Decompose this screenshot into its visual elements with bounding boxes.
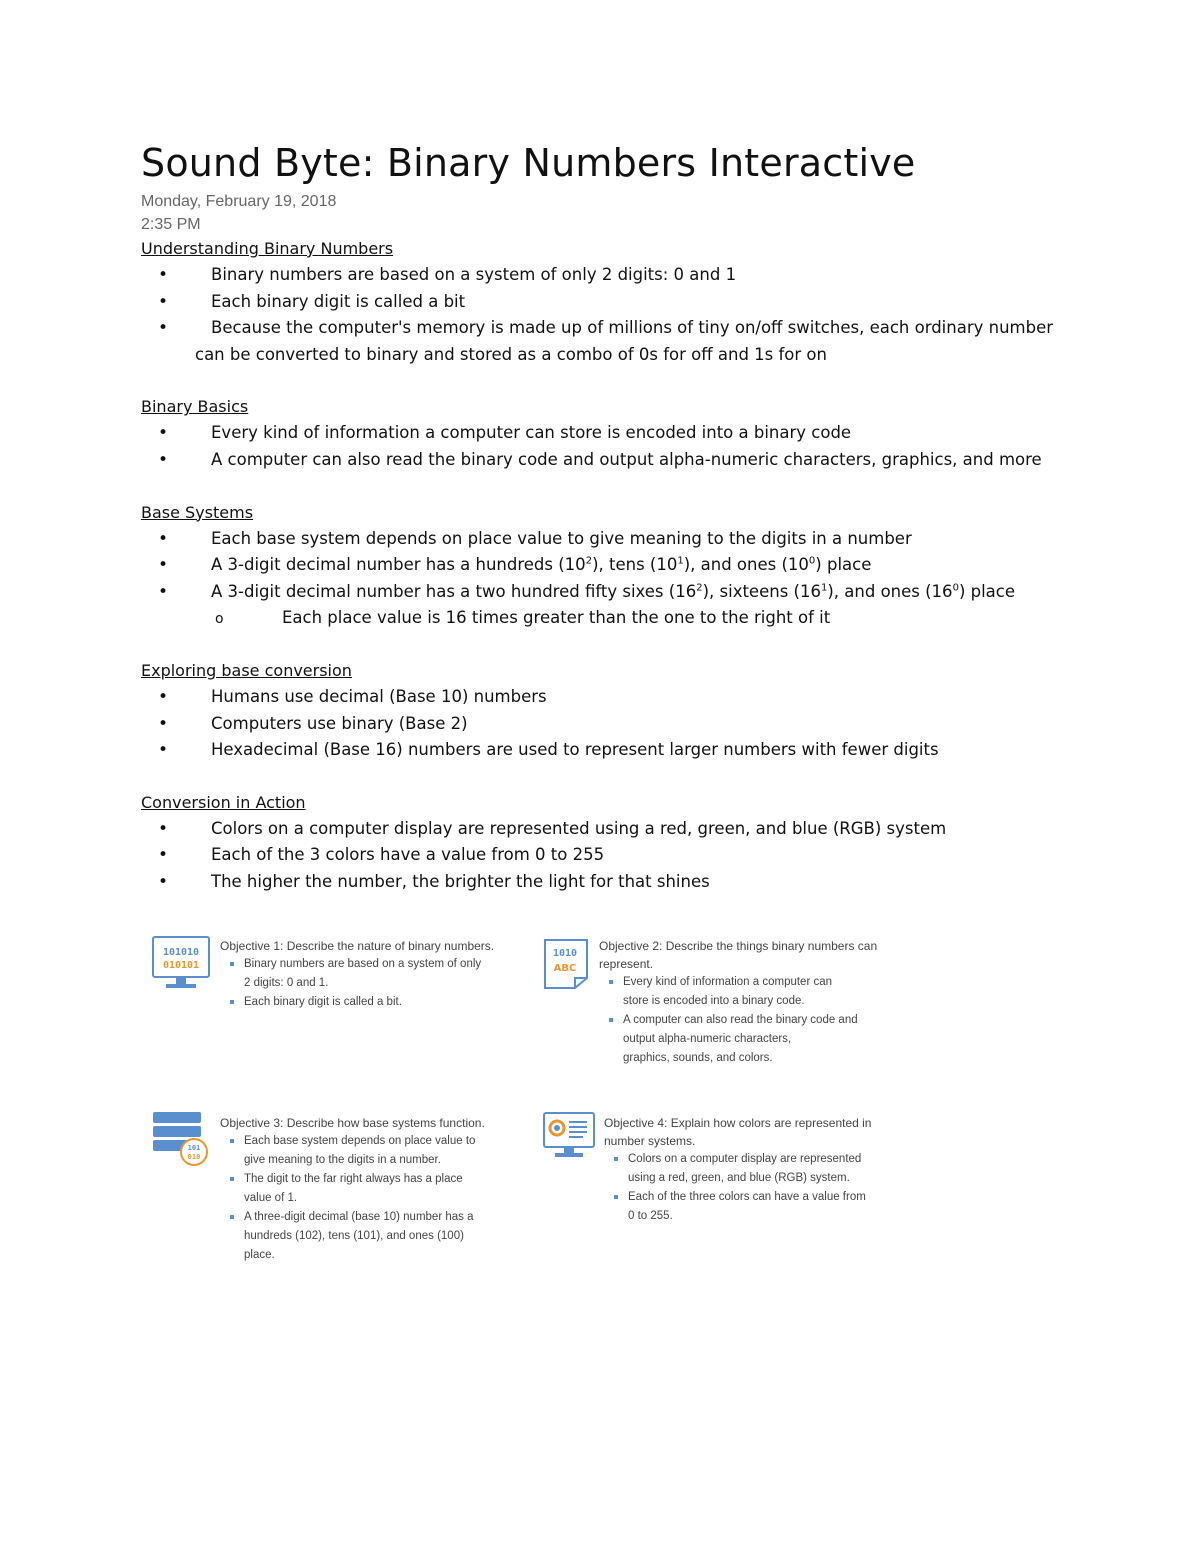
time-stamp: 2:35 PM (141, 216, 201, 233)
section-heading: Exploring base conversion (141, 660, 352, 680)
list-item: • Binary numbers are based on a system of only 2 digits: 0 and 1 (141, 262, 1071, 289)
objective-item: The digit to the far right always has a place value of 1. (220, 1170, 520, 1208)
objective-4 (604, 1114, 914, 1226)
list-item: • Humans use decimal (Base 10) numbers (141, 684, 1071, 711)
sub-bullet-list (141, 605, 1071, 632)
page-title: Sound Byte: Binary Numbers Interactive (141, 141, 916, 185)
section-heading: Base Systems (141, 502, 254, 522)
color-monitor-icon (543, 1112, 595, 1160)
section-conversion-in-action (141, 790, 1071, 896)
objective-heading: Objective 4: Explain how colors are represented in number systems. (604, 1116, 872, 1148)
bullet-list (141, 420, 1071, 473)
objective-item: Binary numbers are based on a system of only 2 digits: 0 and 1. (220, 955, 520, 993)
svg-text:ABC: ABC (553, 963, 577, 974)
list-item: • Each base system depends on place value to give meaning to the digits in a number (141, 526, 1071, 553)
svg-text:101: 101 (187, 1144, 201, 1152)
bullet-icon: • (158, 713, 169, 734)
date-stamp: Monday, February 19, 2018 (141, 193, 337, 210)
bullet-icon: • (158, 555, 169, 576)
section-base-systems (141, 500, 1071, 632)
bullet-list (141, 816, 1071, 896)
bullet-icon: • (158, 291, 169, 312)
objective-3 (220, 1114, 520, 1265)
server-stack-icon (152, 1110, 212, 1168)
list-item: • Colors on a computer display are represented using a red, green, and blue (RGB) system (141, 816, 1071, 843)
bullet-icon: • (158, 740, 169, 761)
svg-text:010: 010 (187, 1153, 201, 1161)
list-item: • Because the computer's memory is made up of millions of tiny on/off switches, each ordinary number can be converted to binary and stored as a combo of 0s for off and 1s for on (141, 315, 1071, 368)
document-page (141, 138, 1071, 896)
bullet-icon: • (158, 871, 169, 892)
section-exploring-base-conversion (141, 658, 1071, 764)
list-item: • A 3-digit decimal number has a two hundred fifty sixes $(16^2)$, sixteens $(16^1)$, and ones $(16^0)$ place (141, 579, 1071, 606)
objective-item: A three-digit decimal (base 10) number has a hundreds (102), tens (101), and ones (100) place. (220, 1208, 520, 1265)
bullet-list (141, 262, 1071, 368)
objectives-panel (150, 932, 910, 1272)
objective-2 (599, 937, 909, 1068)
section-heading: Conversion in Action (141, 792, 306, 812)
bullet-icon: • (158, 818, 169, 839)
sub-list-item: o Each place value is 16 times greater than the one to the right of it (141, 605, 1071, 632)
objective-item: Every kind of information a computer can store is encoded into a binary code. (599, 973, 909, 1011)
bullet-list (141, 526, 1071, 606)
svg-text:010101: 010101 (162, 960, 200, 971)
objective-heading: Objective 2: Describe the things binary numbers can represent. (599, 939, 878, 971)
bullet-icon: • (158, 449, 169, 470)
section-heading: Binary Basics (141, 397, 249, 417)
objective-heading: Objective 1: Describe the nature of binary numbers. (220, 939, 495, 953)
binary-monitor-icon (152, 936, 210, 992)
list-item: • Computers use binary (Base 2) (141, 711, 1071, 738)
objective-heading: Objective 3: Describe how base systems function. (220, 1116, 485, 1130)
section-understanding-binary (141, 236, 1071, 368)
list-item: • Every kind of information a computer can store is encoded into a binary code (141, 420, 1071, 447)
bullet-list (141, 684, 1071, 764)
list-item: • A computer can also read the binary code and output alpha-numeric characters, graphics, and more (141, 447, 1071, 474)
objective-item: Colors on a computer display are represented using a red, green, and blue (RGB) system. (604, 1150, 914, 1188)
bullet-icon: • (158, 423, 169, 444)
section-binary-basics (141, 394, 1071, 473)
list-item: • Each of the 3 colors have a value from 0 to 255 (141, 842, 1071, 869)
svg-text:1010: 1010 (552, 948, 578, 959)
bullet-icon: • (158, 318, 169, 339)
objective-item: A computer can also read the binary code and output alpha-numeric characters, graphics, sounds, and colors. (599, 1011, 909, 1068)
objective-1 (220, 937, 520, 1012)
bullet-icon: • (158, 845, 169, 866)
list-item: • A 3-digit decimal number has a hundreds $(10^2)$, tens $(10^1)$, and ones $(10^0)$ place (141, 552, 1071, 579)
objective-item: Each of the three colors can have a value from 0 to 255. (604, 1188, 914, 1226)
svg-text:101010: 101010 (162, 947, 200, 958)
bullet-icon: • (158, 686, 169, 707)
section-heading: Understanding Binary Numbers (141, 239, 394, 258)
binary-document-icon (543, 938, 589, 990)
list-item: • Each binary digit is called a bit (141, 289, 1071, 316)
list-item: • Hexadecimal (Base 16) numbers are used to represent larger numbers with fewer digits (141, 737, 1071, 764)
list-item: • The higher the number, the brighter the light for that shines (141, 869, 1071, 896)
bullet-icon: • (158, 581, 169, 602)
ring-bullet-icon: o (215, 611, 224, 628)
bullet-icon: • (158, 265, 169, 285)
bullet-icon: • (158, 528, 169, 549)
objective-item: Each base system depends on place value to give meaning to the digits in a number. (220, 1132, 520, 1170)
objective-item: Each binary digit is called a bit. (220, 993, 520, 1012)
